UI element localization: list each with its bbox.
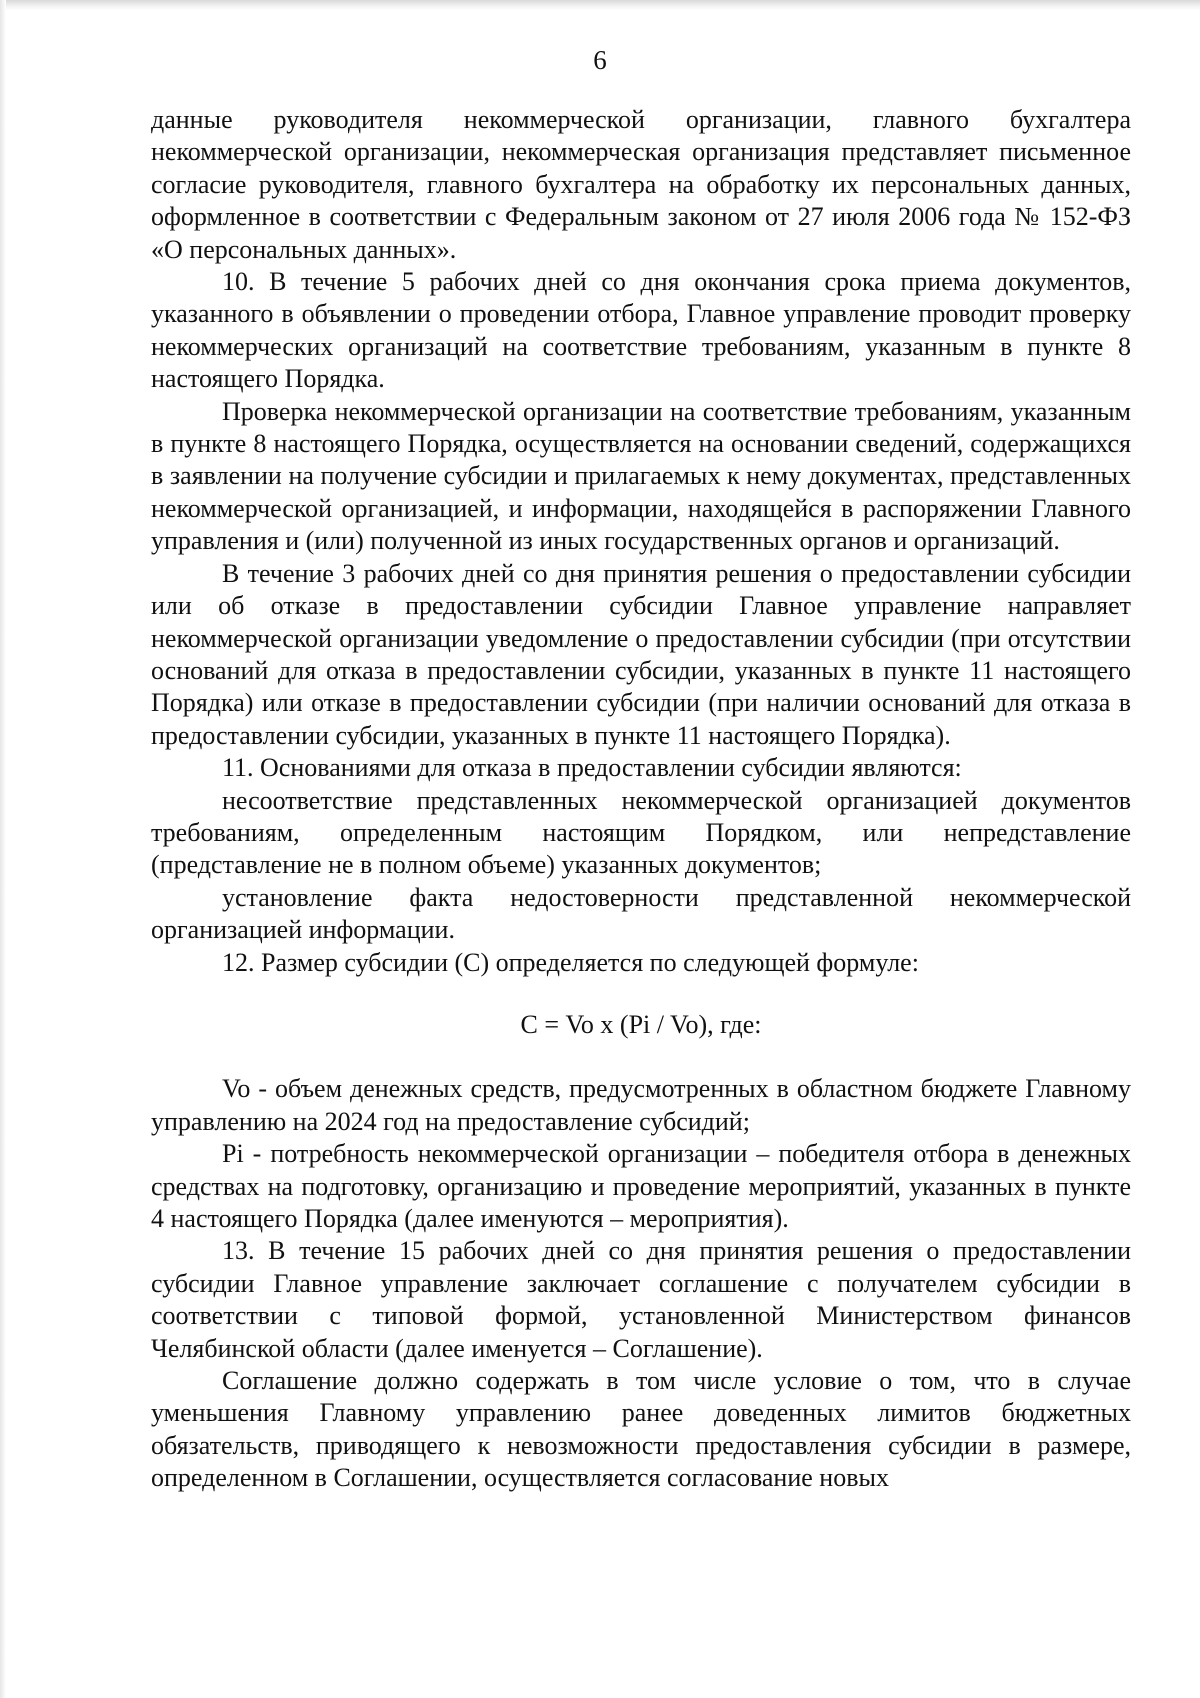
scan-top-edge	[0, 0, 1200, 10]
document-body	[151, 104, 1131, 1495]
paragraph-item-10: 10. В течение 5 рабочих дней со дня окончания срока приема документов, указанного в объявлении о проведении отбора, Главное управление проводит проверку некоммерческих организаций на соответствие требованиям, указанным в пункте 8 настоящего Порядка.	[151, 267, 1131, 394]
paragraph-pi-definition: Pi - потребность некоммерческой организации – победителя отбора в денежных средствах на подготовку, организацию и проведение мероприятий, указанных в пункте 4 настоящего Порядка (далее именуются – мероприятия).	[151, 1139, 1131, 1233]
paragraph-refusal-reason-1: несоответствие представленных некоммерческой организацией документов требованиям, определенным настоящим Порядком, или непредставление (представление не в полном объеме) указанных документов;	[151, 785, 1131, 880]
paragraph-vo-definition: Vo - объем денежных средств, предусмотренных в областном бюджете Главному управлению на 2024 год на предоставление субсидий;	[151, 1074, 1131, 1136]
paragraph-item-13: 13. В течение 15 рабочих дней со дня принятия решения о предоставлении субсидии Главное управление заключает соглашение с получателем субсидии в соответствии с типовой формой, установленной Министерством финансов Челябинской области (далее именуется – Соглашение).	[151, 1236, 1131, 1363]
subsidy-formula: С = Vo x (Pi / Vo), где:	[520, 1009, 762, 1039]
paragraph-personal-data-consent: данные руководителя некоммерческой организации, главного бухгалтера некоммерческой организации, некоммерческая организация представляет письменное согласие руководителя, главного бухгалтера на обработку их персональных данных, оформленное в соответствии с Федеральным законом от 27 июля 2006 года № 152-ФЗ «О персональных данных».	[151, 105, 1131, 264]
paragraph-agreement-condition: Соглашение должно содержать в том числе условие о том, что в случае уменьшения Главному управлению ранее доведенных лимитов бюджетных обязательств, приводящего к невозможности предоставления субсидии в размере, определенном в Соглашении, осуществляется согласование новых	[151, 1366, 1131, 1493]
paragraph-item-11: 11. Основаниями для отказа в предоставлении субсидии являются:	[222, 753, 962, 783]
paragraph-refusal-reason-2: установление факта недостоверности представленной некоммерческой организацией информации.	[151, 882, 1131, 945]
page-number: 6	[593, 45, 607, 75]
paragraph-verification: Проверка некоммерческой организации на соответствие требованиям, указанным в пункте 8 настоящего Порядка, осуществляется на основании сведений, содержащихся в заявлении на получение субсидии и прилагаемых к нему документах, представленных некоммерческой организацией, и информации, находящейся в распоряжении Главного управления и (или) полученной из иных государственных органов и организаций.	[151, 396, 1131, 556]
scan-left-edge	[0, 0, 6, 1698]
paragraph-item-12: 12. Размер субсидии (С) определяется по следующей формуле:	[222, 947, 919, 977]
paragraph-notification: В течение 3 рабочих дней со дня принятия решения о предоставлении субсидии или об отказе в предоставлении субсидии Главное управление направляет некоммерческой организации уведомление о предоставлении субсидии (при отсутствии оснований для отказа в предоставлении субсидии, указанных в пункте 11 настоящего Порядка) или отказе в предоставлении субсидии (при наличии оснований для отказа в предоставлении субсидии, указанных в пункте 11 настоящего Порядка).	[151, 558, 1131, 750]
